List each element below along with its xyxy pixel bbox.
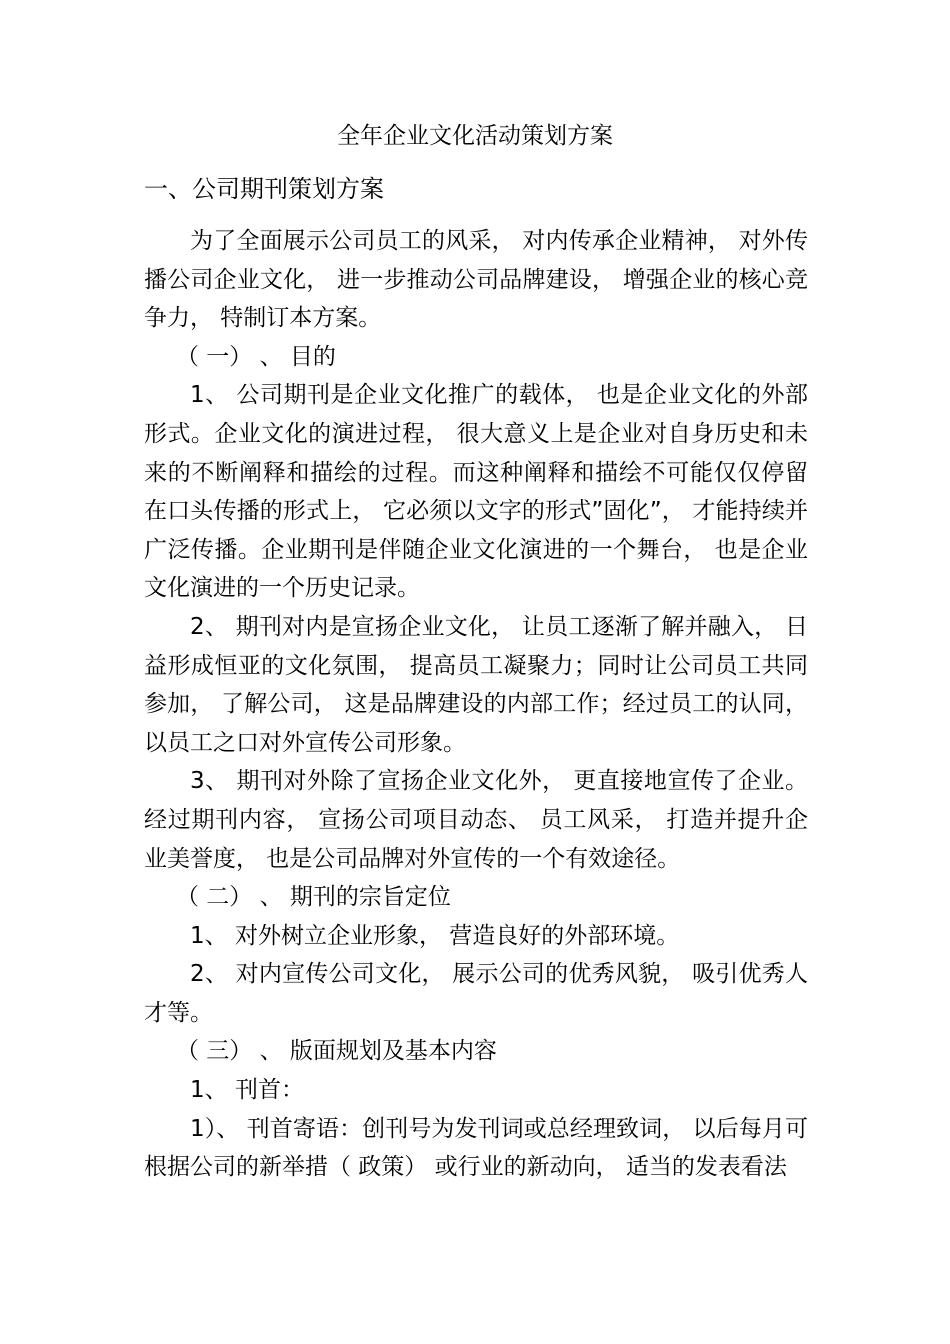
subheading-layout: （ 三） 、 版面规划及基本内容	[176, 1038, 497, 1065]
section-heading: 一、公司期刊策划方案	[144, 175, 384, 203]
subheading-purpose: （ 一） 、 目的	[176, 343, 336, 370]
document-title: 全年企业文化活动策划方案	[337, 123, 613, 149]
document-body	[144, 222, 808, 1187]
positioning-item-1: 1、 对外树立企业形象， 营造良好的外部环境。	[190, 922, 680, 949]
purpose-item-2: 2、 期刊对内是宣扬企业文化， 让员工逐渐了解并融入， 日益形成恒亚的文化氛围， 提高员工凝聚力；同时让公司员工共同参加， 了解公司， 这是品牌建设的内部工作；经过员工的认同， 以员工之口对外宣传公司形象。	[144, 613, 808, 756]
intro-paragraph: 为了全面展示公司员工的风采， 对内传承企业精神， 对外传播公司企业文化， 进一步推动公司品牌建设， 增强企业的核心竞争力， 特制订本方案。	[144, 228, 808, 332]
purpose-item-3: 3、 期刊对外除了宣扬企业文化外， 更直接地宣传了企业。经过期刊内容， 宣扬公司项目动态、 员工风采， 打造并提升企业美誉度， 也是公司品牌对外宣传的一个有效途径。	[144, 768, 808, 872]
layout-item-1: 1、 刊首：	[190, 1077, 304, 1104]
layout-subitem-1: 1）、 刊首寄语：创刊号为发刊词或总经理致词， 以后每月可根据公司的新举措（ 政策） 或行业的新动向， 适当的发表看法	[144, 1115, 808, 1181]
purpose-item-1: 1、 公司期刊是企业文化推广的载体， 也是企业文化的外部形式。企业文化的演进过程， 很大意义上是企业对自身历史和未来的不断阐释和描绘的过程。而这种阐释和描绘不可能仅仅停留在口头传播的形式上， 它必须以文字的形式”固化”， 才能持续并广泛传播。企业期刊是伴随企业文化演进的一个舞台， 也是企业文化演进的一个历史记录。	[144, 382, 808, 602]
subheading-positioning: （ 二） 、 期刊的宗旨定位	[176, 884, 451, 911]
positioning-item-2: 2、 对内宣传公司文化， 展示公司的优秀风貌， 吸引优秀人才等。	[144, 961, 808, 1026]
